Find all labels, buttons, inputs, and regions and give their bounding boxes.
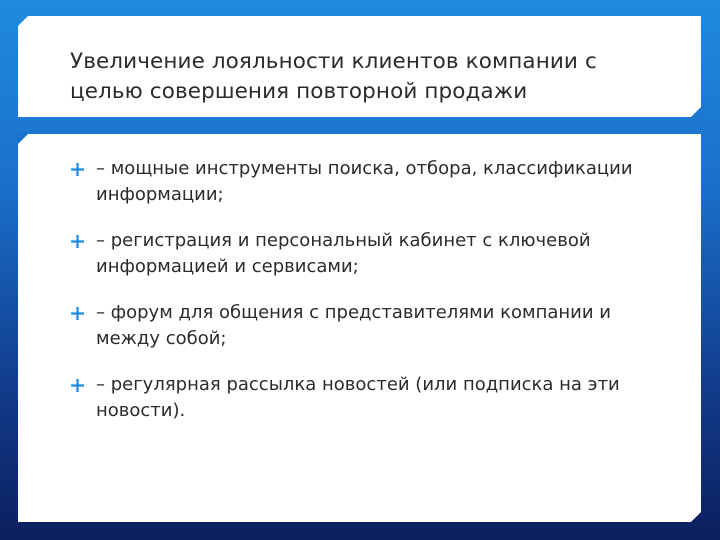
bullet-text: – регулярная рассылка новостей (или подписка на эти новости). bbox=[96, 374, 620, 421]
bullet-text: – регистрация и персональный кабинет с ключевой информацией и сервисами; bbox=[96, 230, 591, 277]
bullet-list bbox=[70, 156, 670, 444]
bullet-item bbox=[70, 156, 670, 208]
bullet-item bbox=[70, 228, 670, 280]
plus-icon bbox=[70, 228, 84, 254]
slide-content-card bbox=[18, 134, 701, 522]
bullet-text: – мощные инструменты поиска, отбора, классификации информации; bbox=[96, 158, 633, 205]
plus-icon bbox=[70, 372, 84, 398]
bullet-item bbox=[70, 372, 670, 424]
plus-icon bbox=[70, 156, 84, 182]
slide-title: Увеличение лояльности клиентов компании с целью совершения повторной продажи bbox=[70, 49, 597, 104]
slide-title-card bbox=[18, 16, 701, 117]
bullet-item bbox=[70, 300, 670, 352]
plus-icon bbox=[70, 300, 84, 326]
bullet-text: – форум для общения с представителями компании и между собой; bbox=[96, 302, 611, 349]
